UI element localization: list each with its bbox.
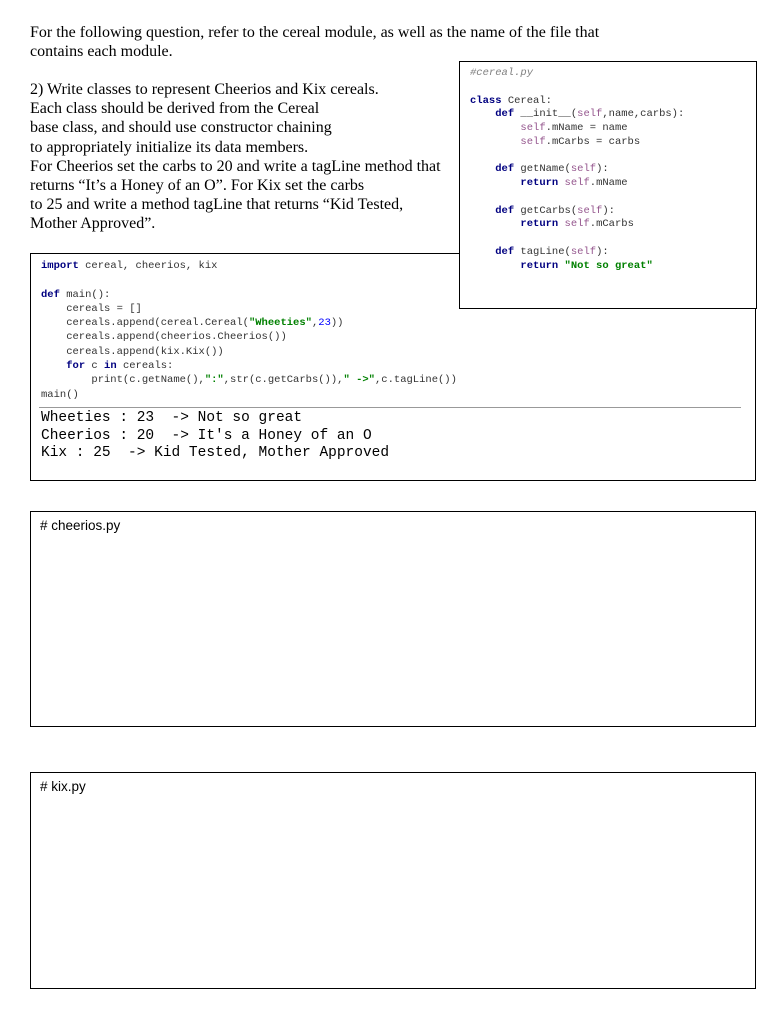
code-self: self [577, 108, 603, 121]
code-text: ): [596, 163, 609, 176]
console-output [41, 410, 389, 463]
kix-answer-box[interactable] [30, 772, 756, 989]
question-line: Mother Approved”. [30, 215, 156, 233]
code-text: getName( [514, 163, 571, 176]
code-self: self [564, 218, 590, 231]
code-string: "Wheeties" [248, 317, 312, 330]
code-indent [470, 136, 520, 148]
code-text: cereals.append(kix.Kix()) [41, 345, 224, 358]
question-text [30, 80, 455, 234]
question-line: 2) Write classes to represent Cheerios and Kix cereals. [30, 81, 379, 98]
code-indent [470, 108, 495, 120]
code-keyword: def [495, 108, 515, 121]
question-line: For Cheerios set the carbs to 20 and write a tagLine method that [30, 157, 441, 175]
code-text: getCarbs( [514, 204, 578, 217]
cereal-code-listing [470, 67, 684, 273]
code-text: main(): [59, 288, 111, 301]
console-line: Kix : 25 -> Kid Tested, Mother Approved [41, 445, 390, 461]
code-text: cereals.append(cheerios.Cheerios()) [41, 331, 287, 344]
code-text: print(c.getName(), [41, 374, 205, 387]
code-text: .mName [589, 177, 628, 189]
code-indent [470, 246, 495, 258]
code-text: main() [41, 388, 79, 401]
code-keyword: for [66, 360, 86, 373]
code-text: Cereal: [501, 94, 552, 107]
code-string: "Not so great" [564, 259, 653, 272]
code-keyword: in [104, 360, 117, 373]
code-text: ,str(c.getCarbs()), [223, 374, 344, 387]
code-keyword: class [470, 94, 502, 107]
code-self: self [570, 163, 597, 176]
code-text: ): [602, 204, 615, 217]
code-text: tagLine( [514, 245, 571, 258]
code-text: )) [330, 317, 344, 330]
code-text: cereal, cheerios, kix [78, 260, 218, 272]
code-text: , [311, 317, 319, 330]
console-line: Cheerios : 20 -> It's a Honey of an O [41, 427, 372, 444]
question-line: returns “It’s a Honey of an O”. For Kix set the carbs [30, 177, 365, 195]
code-text [41, 360, 66, 372]
code-string: ":" [204, 374, 224, 387]
code-self: self [577, 204, 603, 217]
code-keyword: return [520, 259, 559, 272]
code-indent [470, 218, 520, 230]
code-text: c [85, 360, 105, 373]
code-indent [470, 260, 520, 272]
cheerios-answer-box[interactable] [30, 511, 756, 727]
code-keyword: def [495, 163, 515, 176]
code-string: " ->" [343, 374, 375, 387]
code-self: self [520, 135, 546, 148]
question-line: Each class should be derived from the Cereal [30, 100, 320, 118]
code-keyword: def [41, 288, 60, 301]
output-divider [39, 407, 741, 408]
console-line: Wheeties : 23 -> Not so great [41, 410, 303, 426]
code-self: self [520, 122, 546, 134]
cereal-module-box [459, 61, 757, 309]
code-keyword: return [520, 218, 559, 231]
code-text: cereals.append(cereal.Cereal( [41, 317, 249, 330]
question-line: base class, and should use constructor chaining [30, 119, 332, 137]
code-text: ,c.tagLine()) [374, 374, 457, 387]
code-keyword: import [41, 260, 79, 272]
question-line: to 25 and write a method tagLine that returns “Kid Tested, [30, 196, 404, 214]
intro-text: For the following question, refer to the cereal module, as well as the name of the file that contains each module. [30, 24, 600, 60]
code-indent [470, 177, 520, 189]
code-text: .mName = name [545, 122, 628, 134]
cheerios-file-label: # cheerios.py [40, 518, 121, 533]
code-number: 23 [318, 317, 331, 330]
code-text: __init__( [514, 108, 578, 121]
code-indent [470, 205, 495, 217]
kix-file-label: # kix.py [40, 779, 86, 794]
code-keyword: def [495, 245, 515, 258]
code-text: cereals: [116, 360, 174, 373]
main-code-listing [41, 259, 457, 402]
code-self: self [564, 177, 590, 189]
code-indent [470, 122, 520, 134]
question-line: to appropriately initialize its data members. [30, 138, 309, 156]
code-text: ,name,carbs): [602, 108, 685, 121]
code-text: .mCarbs = carbs [545, 135, 641, 148]
code-text: .mCarbs [589, 218, 634, 231]
code-text: ): [596, 245, 609, 258]
code-keyword: def [495, 204, 515, 217]
code-indent [470, 163, 495, 175]
code-keyword: return [520, 177, 559, 189]
code-self: self [570, 245, 597, 258]
code-text: cereals = [] [41, 302, 142, 315]
code-comment: #cereal.py [470, 67, 534, 79]
